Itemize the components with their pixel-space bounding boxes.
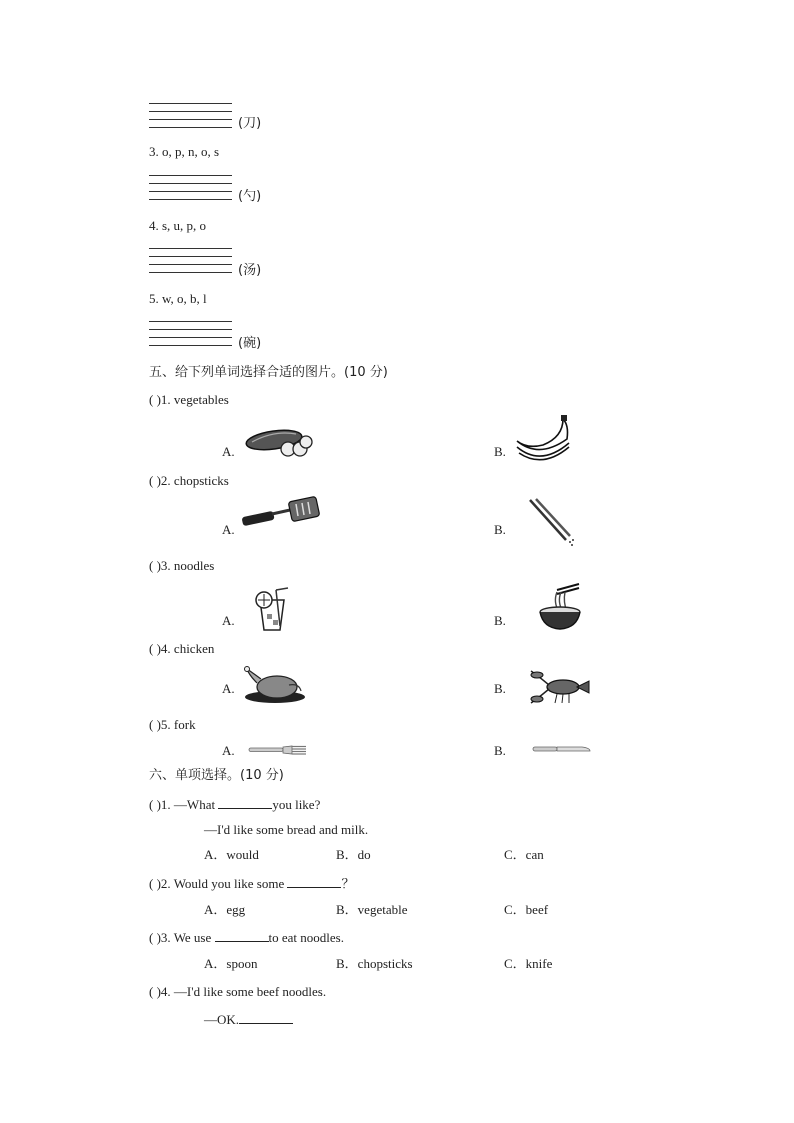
option-a-label: A. [222, 444, 235, 459]
chinese-hint-5: (碗) [238, 336, 262, 351]
juice-glass-icon[interactable] [250, 586, 294, 632]
choice-c[interactable]: C．beef [504, 902, 549, 917]
choice-b[interactable]: B．chopsticks [336, 956, 413, 971]
answer-paren[interactable]: ( ) [149, 797, 161, 812]
writing-lines-5[interactable] [149, 314, 232, 346]
fill-blank[interactable] [215, 930, 269, 942]
question-word: chopsticks [173, 473, 229, 488]
answer-paren[interactable]: ( ) [149, 930, 161, 945]
option-b-label: B. [494, 444, 506, 459]
answer-paren[interactable]: ( ) [149, 984, 161, 999]
answer-paren[interactable]: ( ) [149, 717, 161, 732]
dialogue-line: —OK. [204, 1012, 293, 1026]
option-a-label: A. [222, 743, 235, 758]
noodle-bowl-icon[interactable] [537, 582, 583, 632]
writing-lines-3[interactable] [149, 168, 232, 200]
cucumber-icon[interactable] [244, 418, 314, 462]
question-word: fork [173, 717, 196, 732]
item-number: 5. [149, 291, 159, 306]
spatula-icon[interactable] [240, 496, 322, 532]
question-word: noodles [173, 558, 215, 573]
answer-paren[interactable]: ( ) [149, 558, 161, 573]
lobster-icon[interactable] [527, 667, 593, 707]
letters-item-4 [149, 219, 206, 232]
writing-lines-4[interactable] [149, 241, 232, 273]
roast-chicken-icon[interactable] [243, 665, 307, 705]
choice-a[interactable]: A．would [204, 847, 259, 862]
question-5-5: ( )5. fork [149, 717, 196, 732]
choice-a[interactable]: A．egg [204, 902, 246, 917]
scrambled-letters: o, p, n, o, s [162, 144, 220, 159]
writing-lines-1[interactable] [149, 96, 232, 128]
fork-icon[interactable] [248, 743, 308, 757]
choice-c[interactable]: C．can [504, 847, 544, 862]
question-word: vegetables [173, 392, 229, 407]
letters-item-3 [149, 145, 219, 158]
fill-blank[interactable] [239, 1012, 293, 1024]
knife-icon[interactable] [532, 743, 592, 755]
section-title: 五、给下列单词选择合适的图片。(10 分) [149, 365, 388, 380]
question-6-2: ( )2. Would you like some ？ [149, 876, 355, 891]
choice-b[interactable]: B．do [336, 847, 371, 862]
choice-b[interactable]: B．vegetable [336, 902, 408, 917]
letters-item-5 [149, 292, 207, 305]
question-6-1: ( )1. —What you like? [149, 797, 321, 812]
chinese-hint-1: (刀) [238, 116, 262, 131]
answer-paren[interactable]: ( ) [149, 473, 161, 488]
dialogue-line: —I'd like some bread and milk. [204, 822, 369, 837]
scrambled-letters: s, u, p, o [162, 218, 207, 233]
choice-a[interactable]: A．spoon [204, 956, 258, 971]
answer-paren[interactable]: ( ) [149, 876, 161, 891]
answer-paren[interactable]: ( ) [149, 392, 161, 407]
question-6-3: ( )3. We use to eat noodles. [149, 930, 344, 945]
option-b-label: B. [494, 613, 506, 628]
question-5-1: ( )1. vegetables [149, 392, 229, 407]
option-a-label: A. [222, 681, 235, 696]
option-a-label: A. [222, 613, 235, 628]
chinese-hint-4: (汤) [238, 263, 262, 278]
section-title: 六、单项选择。(10 分) [149, 768, 284, 783]
option-a-label: A. [222, 522, 235, 537]
question-word: chicken [173, 641, 215, 656]
banana-icon[interactable] [513, 413, 573, 465]
question-6-4: ( )4. —I'd like some beef noodles. [149, 984, 327, 999]
chinese-hint-3: (勺) [238, 189, 262, 204]
question-5-2: ( )2. chopsticks [149, 473, 229, 488]
question-5-4: ( )4. chicken [149, 641, 215, 656]
option-b-label: B. [494, 522, 506, 537]
item-number: 4. [149, 218, 159, 233]
question-5-3: ( )3. noodles [149, 558, 215, 573]
answer-paren[interactable]: ( ) [149, 641, 161, 656]
option-b-label: B. [494, 681, 506, 696]
item-number: 3. [149, 144, 159, 159]
option-b-label: B. [494, 743, 506, 758]
choice-c[interactable]: C．knife [504, 956, 553, 971]
fill-blank[interactable] [287, 876, 341, 888]
scrambled-letters: w, o, b, l [162, 291, 207, 306]
fill-blank[interactable] [218, 797, 272, 809]
chopsticks-icon[interactable] [526, 498, 578, 548]
